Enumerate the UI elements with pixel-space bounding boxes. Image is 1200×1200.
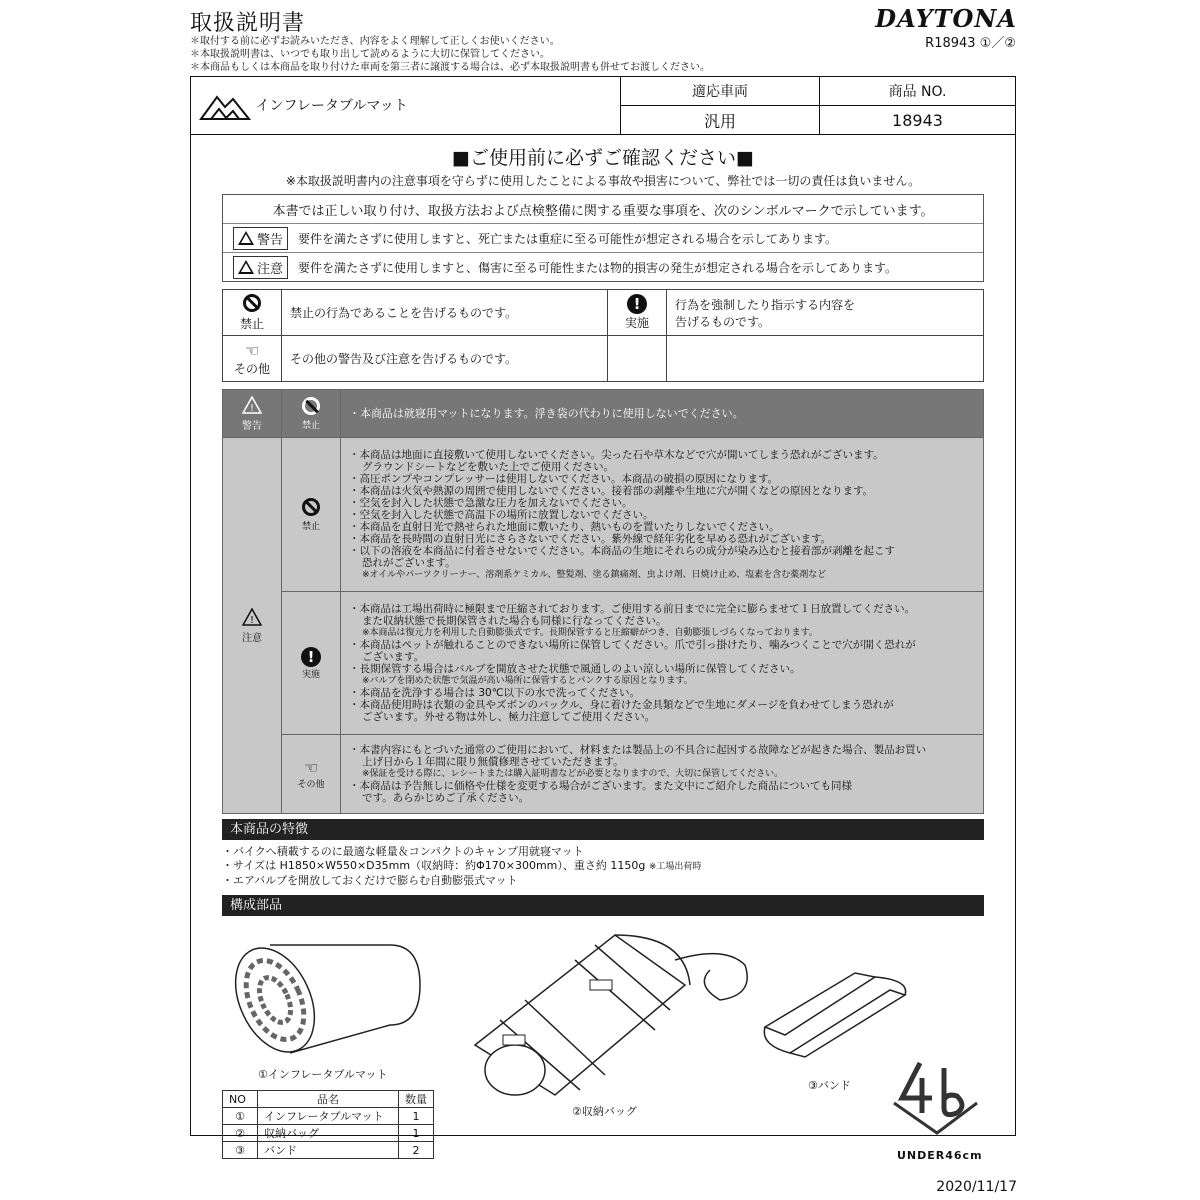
band-illustration — [760, 965, 910, 1060]
list-item: ※オイルやパーツクリーナー、溶剤系ケミカル、整髪剤、塗る鎮痛剤、虫よけ剤、日焼け止め、塩素を含む薬剤など — [362, 569, 827, 580]
product-no-value: 18943 — [820, 106, 1016, 135]
part-caption: ②収納バッグ — [572, 1105, 637, 1118]
note-line: ＊本取扱説明書は、いつでも取り出して読めるように大切に保管してください。 — [190, 49, 550, 60]
caution-other-list — [341, 735, 984, 814]
caution-mandatory-cell: ! 実施 — [282, 592, 341, 735]
caution-triangle-icon — [242, 608, 262, 626]
mandatory-icon: ! — [301, 647, 321, 667]
svg-text:!: ! — [250, 614, 255, 626]
caution-tag: 注意 — [233, 256, 288, 279]
list-item: ・エアバルブを開放しておくだけで膨らむ自動膨張式マット — [222, 874, 518, 887]
confirm-heading: ■ご使用前に必ずご確認ください■ — [452, 147, 754, 169]
warning-row — [223, 224, 983, 253]
warning-prohibit-cell: 禁止 — [282, 390, 341, 438]
list-item: ・空気を封入した状態で高温下の場所に放置しないでください。 — [349, 508, 654, 521]
warning-section-label: ! 警告 — [223, 390, 282, 438]
list-item: ・本商品使用時は衣類の金具やズボンのバックル、身に着けた金具類などで生地にダメージを負わせてしまう恐れが — [349, 699, 894, 711]
other-icon-cell: ☜ その他 — [223, 336, 282, 382]
prohibit-description: 禁止の行為であることを告げるものです。 — [282, 290, 608, 336]
list-item: ・本商品は予告無しに価格や仕様を変更する場合がございます。また文中にご紹介した商品についても同様 — [349, 780, 852, 792]
note-line: ＊本商品もしくは本商品を取り付けた車両を第三者に譲渡する場合は、必ず本取扱説明書も併せてお渡しください。 — [190, 62, 710, 73]
part-caption: ③バンド — [808, 1079, 851, 1092]
mandatory-icon-cell: ! 実施 — [608, 290, 667, 336]
icon-legend-table — [222, 289, 984, 382]
vehicle-header: 適応車両 — [621, 77, 820, 106]
features-heading: 本商品の特徴 — [222, 819, 984, 840]
warning-caution-table — [222, 389, 984, 814]
rolled-mat-illustration — [230, 925, 430, 1065]
list-item: ※保証を受ける際に、レシートまたは購入証明書などが必要となりますので、大切に保管してください。 — [362, 769, 784, 779]
symbol-explanation — [222, 194, 984, 282]
prohibit-icon — [243, 294, 261, 312]
part-caption: ①インフレータブルマット — [258, 1068, 388, 1081]
vehicle-value: 汎用 — [621, 106, 820, 135]
list-item: ・空気を封入した状態で急激な圧力を加えないでください。 — [349, 496, 633, 509]
mountain-logo-icon — [199, 89, 251, 123]
footer-date: 2020/11/17 — [936, 1179, 1017, 1195]
list-item: ・本商品は地面に直接敷いて使用しないでください。尖った石や草木などで穴が開いてしまう恐れがございます。 — [349, 448, 884, 461]
features-list — [222, 845, 701, 888]
list-item: ・本商品を直射日光で熱せられた地面に敷いたり、熱いものを置いたりしないでください。 — [349, 520, 780, 533]
caution-prohibit-cell: 禁止 — [282, 438, 341, 592]
document-title: 取扱説明書 — [190, 11, 306, 36]
svg-text:!: ! — [250, 402, 255, 414]
warning-triangle-icon — [238, 231, 254, 245]
prohibit-icon — [302, 397, 320, 415]
caution-row — [223, 253, 983, 281]
under46cm-logo-icon — [892, 1058, 982, 1146]
list-item: ・本商品を洗浄する場合は 30℃以下の水で洗ってください。 — [349, 687, 640, 699]
caution-mandatory-list — [341, 592, 984, 735]
caution-prohibit-list — [341, 438, 984, 592]
mandatory-description: 行為を強制したり指示する内容を 告げるものです。 — [667, 290, 984, 336]
list-item: ・バイクへ積載するのに最適な軽量＆コンパクトのキャンプ用就寝マット — [222, 845, 584, 858]
list-item: ・本商品は工場出荷時に極限まで圧縮されております。ご使用する前日までに完全に膨らませて１日放置してください。 — [349, 603, 916, 615]
caution-section-label: ! 注意 — [223, 438, 282, 814]
pointing-hand-icon: ☜ — [244, 340, 260, 360]
mandatory-icon: ! — [627, 294, 647, 314]
note-line: ＊取付する前に必ずお読みいただき、内容をよく理解して正しくお使いください。 — [190, 36, 560, 47]
caution-definition: 要件を満たさずに使用しますと、傷害に至る可能性または物的損害の発生が想定される場合を示してあります。 — [298, 260, 898, 275]
list-item: ・本商品はペットが触れることのできない場所に保管してください。爪で引っ掛けたり、噛みつくことで穴が開く恐れが — [349, 639, 916, 651]
list-item: ・長期保管する場合はバルブを開放させた状態で風通しのよい涼しい場所に保管してください。 — [349, 663, 801, 675]
list-item: 恐れがございます。 — [362, 556, 456, 569]
parts-heading: 構成部品 — [222, 895, 984, 916]
product-no-header: 商品 NO. — [820, 77, 1016, 106]
list-item: ・本商品は火気や熱源の周囲で使用しないでください。接着部の剥離や生地に穴が開くなどの原因となります。 — [349, 484, 874, 497]
warning-definition: 要件を満たさずに使用しますと、死亡または重症に至る可能性が想定される場合を示してあります。 — [298, 231, 838, 246]
list-item: ・高圧ポンプやコンプレッサーは使用しないでください。本商品の破損の原因になります。 — [349, 472, 779, 485]
symbol-intro: 本書では正しい取り付け、取扱方法および点検整備に関する重要な事項を、次のシンボルマークで示しています。 — [223, 195, 983, 224]
product-name-cell — [191, 77, 621, 135]
list-item: ございます。外せる物は外し、極力注意してご使用ください。 — [362, 711, 656, 723]
list-item: ございます。 — [362, 651, 425, 663]
list-item: また収納状態で長期保管された場合も同様に行なってください。 — [362, 615, 667, 627]
caution-other-cell: ☜ その他 — [282, 735, 341, 814]
product-header-table — [190, 76, 1016, 135]
table-row: ③ バンド 2 — [223, 1142, 434, 1159]
caution-triangle-icon — [238, 260, 254, 274]
parts-table — [222, 1090, 434, 1159]
other-description: その他の警告及び注意を告げるものです。 — [282, 336, 608, 382]
table-row: ① インフレータブルマット 1 — [223, 1108, 434, 1125]
table-header: 数量 — [399, 1091, 434, 1108]
list-item: グラウンドシートなどを敷いた上でご使用ください。 — [362, 460, 614, 473]
prohibit-icon-cell: 禁止 — [223, 290, 282, 336]
warning-tag: 警告 — [233, 227, 288, 250]
list-item: 上げ日から１年間に限り無償修理させていただきます。 — [362, 756, 624, 768]
disclaimer: ※本取扱説明書内の注意事項を守らずに使用したことによる事故や損害について、弊社では一切の責任は負いません。 — [285, 174, 921, 188]
brand-logo: DAYTONA — [875, 4, 1017, 33]
list-item: です。あらかじめご了承ください。 — [362, 792, 530, 804]
under46cm-label: UNDER46cm — [897, 1149, 983, 1162]
list-item: ※本商品は復元力を利用した自動膨張式です。長期保管すると圧縮癖がつき、自動膨張しづらくなっております。 — [362, 628, 818, 638]
list-item: ・以下の溶液を本商品に付着させないでください。本商品の生地にそれらの成分が染み込むと接着部が剥離を起こす — [349, 544, 895, 557]
list-item: ・サイズは H1850×W550×D35mm（収納時：約Φ170×300mm）、重さ約 1150g ※工場出荷時 — [222, 859, 702, 872]
table-row: ② 収納バッグ 1 — [223, 1125, 434, 1142]
table-header: NO — [223, 1091, 258, 1108]
warning-triangle-icon — [242, 396, 262, 414]
storage-bag-illustration — [455, 925, 785, 1100]
list-item: ・本商品を長時間の直射日光にさらさないでください。紫外線で経年劣化を早める恐れがございます。 — [349, 532, 832, 545]
list-item: ※バルブを閉めた状態で気温が高い場所に保管するとパンクする原因となります。 — [362, 676, 693, 686]
product-name: インフレータブルマット — [255, 97, 408, 114]
table-header: 品名 — [258, 1091, 399, 1108]
document-number: R18943 ①／② — [925, 36, 1016, 51]
list-item: ・本書内容にもとづいた通常のご使用において、材料または製品上の不具合に起因する故障などが起きた場合、製品お買い — [349, 744, 927, 756]
warning-text: ・本商品は就寝用マットになります。浮き袋の代わりに使用しないでください。 — [341, 390, 984, 438]
prohibit-icon — [302, 498, 320, 516]
pointing-hand-icon: ☜ — [303, 758, 319, 777]
